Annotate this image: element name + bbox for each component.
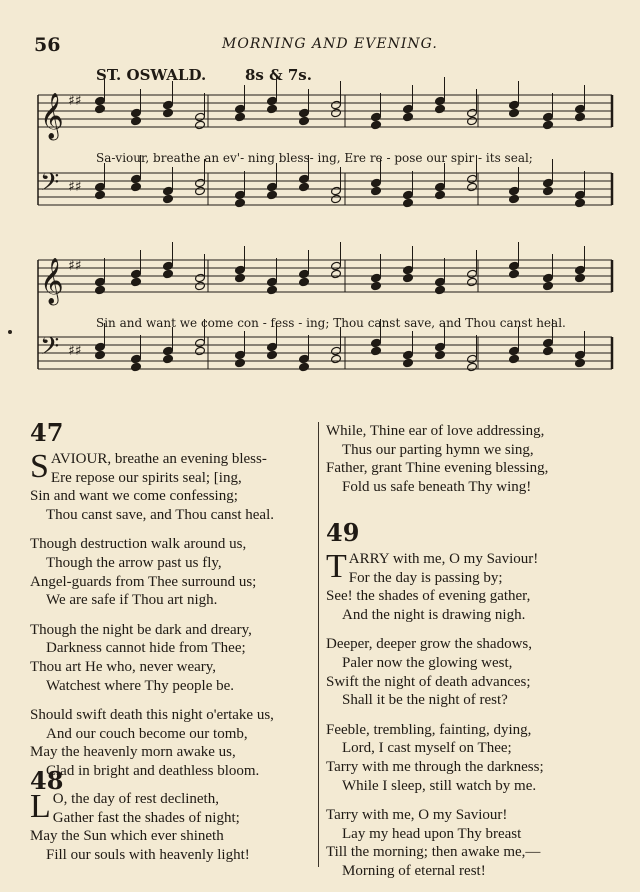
tune-meter: 8s & 7s. (245, 66, 312, 84)
treble-clef-icon: 𝄞 (40, 93, 64, 139)
note-head (267, 350, 278, 360)
note-head (509, 100, 520, 110)
note-head (195, 112, 206, 122)
verse-line: Feeble, trembling, fainting, dying, (326, 721, 532, 738)
note-head (95, 96, 106, 106)
note-head (195, 273, 206, 283)
running-head: MORNING AND EVENING. (222, 36, 438, 52)
note-head (509, 261, 520, 271)
sharp-icon: ♯♯ (68, 179, 82, 195)
music-lyric-line-2: Sin and want we come con - fess - ing; Thou canst save, and Thou canst heal. (96, 316, 566, 330)
verse-line: Fold us safe beneath Thy wing! (342, 478, 532, 495)
note-head (403, 104, 414, 114)
note-head (543, 338, 554, 348)
sharp-icon: ♯♯ (68, 258, 82, 274)
note-head (467, 116, 478, 126)
note-head (235, 350, 246, 360)
note-head (331, 186, 342, 196)
hymn-48-text (30, 790, 320, 864)
sharp-icon: ♯♯ (68, 343, 82, 359)
verse-line: Tarry with me through the darkness; (326, 758, 544, 775)
note-head (95, 342, 106, 352)
note-head (403, 112, 414, 122)
note-head (435, 190, 446, 200)
note-head (467, 108, 478, 118)
verse-line: Tarry with me, O my Saviour! (326, 807, 508, 824)
note-head (371, 281, 382, 291)
note-head (131, 108, 142, 118)
note-head (235, 358, 246, 368)
note-head (267, 96, 278, 106)
note-head (575, 112, 586, 122)
verse-line: Till the morning; then awake me,— (326, 844, 541, 861)
note-head (467, 277, 478, 287)
note-head (509, 108, 520, 118)
verse-line: Lay my head upon Thy breast (342, 825, 522, 842)
verse-line: And our couch become our tomb, (46, 725, 248, 742)
verse-line: Should swift death this night o'ertake us, (30, 707, 274, 724)
note-head (371, 120, 382, 130)
note-head (195, 178, 206, 188)
hymn-number-48: 48 (30, 766, 64, 795)
note-head (235, 112, 246, 122)
note-head (163, 108, 174, 118)
verse-line: Sin and want we come confessing; (30, 488, 238, 505)
note-head (235, 190, 246, 200)
verse-line: Clad in bright and deathless bloom. (46, 762, 260, 779)
note-head (299, 354, 310, 364)
note-head (371, 346, 382, 356)
verse-line: Thus our parting hymn we sing, (342, 441, 534, 458)
note-head (575, 265, 586, 275)
note-head (435, 342, 446, 352)
note-head (131, 116, 142, 126)
note-head (467, 182, 478, 192)
note-head (543, 186, 554, 196)
page-number: 56 (34, 34, 61, 56)
verse-line: While I sleep, still watch by me. (342, 777, 537, 794)
note-head (299, 116, 310, 126)
note-head (299, 269, 310, 279)
note-head (371, 178, 382, 188)
hymn-number-47: 47 (30, 418, 64, 447)
note-head (131, 174, 142, 184)
note-head (509, 186, 520, 196)
note-head (403, 350, 414, 360)
verse-line: Gather fast the shades of night; (52, 809, 240, 826)
drop-cap: L (30, 788, 51, 825)
note-head (235, 104, 246, 114)
note-head (403, 190, 414, 200)
note-head (131, 354, 142, 364)
note-head (95, 285, 106, 295)
note-head (403, 265, 414, 275)
note-head (195, 346, 206, 356)
note-head (163, 346, 174, 356)
verse-line: We are safe if Thou art nigh. (46, 592, 218, 609)
bass-clef-icon: 𝄢 (40, 168, 60, 203)
verse-line: Ere repose our spirits seal; [ing, (50, 469, 242, 486)
note-head (299, 174, 310, 184)
note-head (163, 269, 174, 279)
note-head (195, 338, 206, 348)
note-head (235, 273, 246, 283)
note-head (575, 273, 586, 283)
verse-line: Father, grant Thine evening blessing, (326, 460, 549, 477)
note-head (467, 269, 478, 279)
note-head (543, 281, 554, 291)
note-head (467, 362, 478, 372)
note-head (467, 174, 478, 184)
note-head (403, 198, 414, 208)
note-head (575, 190, 586, 200)
note-head (131, 182, 142, 192)
note-head (195, 120, 206, 130)
column-divider (318, 422, 319, 867)
note-head (509, 354, 520, 364)
note-head (163, 186, 174, 196)
note-head (403, 358, 414, 368)
note-head (543, 178, 554, 188)
note-head (95, 190, 106, 200)
note-head (371, 338, 382, 348)
note-head (435, 350, 446, 360)
margin-mark (8, 330, 12, 334)
verse-line: See! the shades of evening gather, (326, 588, 531, 605)
tune-name: ST. OSWALD. (96, 66, 207, 84)
note-head (267, 277, 278, 287)
music-score (0, 0, 640, 400)
note-head (163, 261, 174, 271)
note-head (195, 186, 206, 196)
note-head (543, 112, 554, 122)
verse-line: Though the arrow past us fly, (46, 554, 222, 571)
verse-line: AVIOUR, breathe an evening bless- (50, 451, 267, 467)
note-head (371, 273, 382, 283)
note-head (331, 346, 342, 356)
note-head (131, 277, 142, 287)
verse-line: Lord, I cast myself on Thee; (342, 740, 512, 757)
note-head (435, 96, 446, 106)
verse-line: May the Sun which ever shineth (30, 828, 224, 845)
note-head (163, 354, 174, 364)
note-head (543, 120, 554, 130)
verse-line: Darkness cannot hide from Thee; (46, 640, 246, 657)
note-head (331, 261, 342, 271)
note-head (267, 104, 278, 114)
note-head (163, 194, 174, 204)
note-head (95, 182, 106, 192)
note-head (267, 182, 278, 192)
note-head (543, 346, 554, 356)
verse-line: Though destruction walk around us, (30, 536, 247, 553)
note-head (299, 362, 310, 372)
note-head (331, 194, 342, 204)
verse-line: Paler now the glowing west, (342, 654, 513, 671)
bass-clef-icon: 𝄢 (40, 332, 60, 367)
note-head (163, 100, 174, 110)
note-head (467, 354, 478, 364)
note-head (131, 269, 142, 279)
verse-line: Though the night be dark and dreary, (30, 621, 252, 638)
hymn-47-text (30, 450, 320, 781)
note-head (509, 346, 520, 356)
note-head (403, 273, 414, 283)
verse-line: While, Thine ear of love addressing, (326, 423, 545, 439)
note-head (235, 198, 246, 208)
verse-line: Fill our souls with heavenly light! (46, 846, 250, 863)
verse-line: Shall it be the night of rest? (342, 692, 508, 709)
note-head (299, 108, 310, 118)
note-head (435, 285, 446, 295)
note-head (267, 190, 278, 200)
note-head (95, 104, 106, 114)
verse-line: O, the day of rest declineth, (52, 791, 219, 807)
note-head (371, 186, 382, 196)
verse-line: ARRY with me, O my Saviour! (348, 551, 539, 567)
note-head (331, 100, 342, 110)
verse-line: Angel-guards from Thee surround us; (30, 573, 257, 590)
note-head (575, 358, 586, 368)
note-head (543, 273, 554, 283)
note-head (95, 350, 106, 360)
note-head (331, 108, 342, 118)
hymn-number-49: 49 (326, 518, 360, 547)
drop-cap: T (326, 548, 347, 585)
note-head (331, 269, 342, 279)
hymn-47-continued (326, 422, 626, 496)
note-head (331, 354, 342, 364)
treble-clef-icon: 𝄞 (40, 258, 64, 304)
verse-line: For the day is passing by; (348, 569, 503, 586)
verse-line: Watchest where Thy people be. (46, 677, 235, 694)
note-head (435, 182, 446, 192)
verse-line: Morning of eternal rest! (342, 862, 486, 879)
note-head (195, 281, 206, 291)
note-head (267, 285, 278, 295)
verse-line: Deeper, deeper grow the shadows, (326, 636, 532, 653)
verse-line: May the heavenly morn awake us, (30, 744, 236, 761)
note-head (575, 104, 586, 114)
verse-line: Swift the night of death advances; (326, 673, 531, 690)
note-head (435, 104, 446, 114)
note-head (267, 342, 278, 352)
note-head (95, 277, 106, 287)
hymn-49-text (326, 550, 626, 881)
note-head (435, 277, 446, 287)
note-head (299, 277, 310, 287)
verse-line: And the night is drawing nigh. (342, 606, 526, 623)
note-head (371, 112, 382, 122)
note-head (509, 194, 520, 204)
music-lyric-line-1: Sa-viour, breathe an ev'- ning bless- ing, Ere re - pose our spir - its seal; (96, 151, 533, 165)
note-head (131, 362, 142, 372)
note-head (575, 198, 586, 208)
note-head (509, 269, 520, 279)
sharp-icon: ♯♯ (68, 93, 82, 109)
note-head (575, 350, 586, 360)
verse-line: Thou art He who, never weary, (30, 658, 217, 675)
drop-cap: S (30, 448, 49, 485)
verse-line: Thou canst save, and Thou canst heal. (46, 506, 274, 523)
note-head (235, 265, 246, 275)
note-head (299, 182, 310, 192)
